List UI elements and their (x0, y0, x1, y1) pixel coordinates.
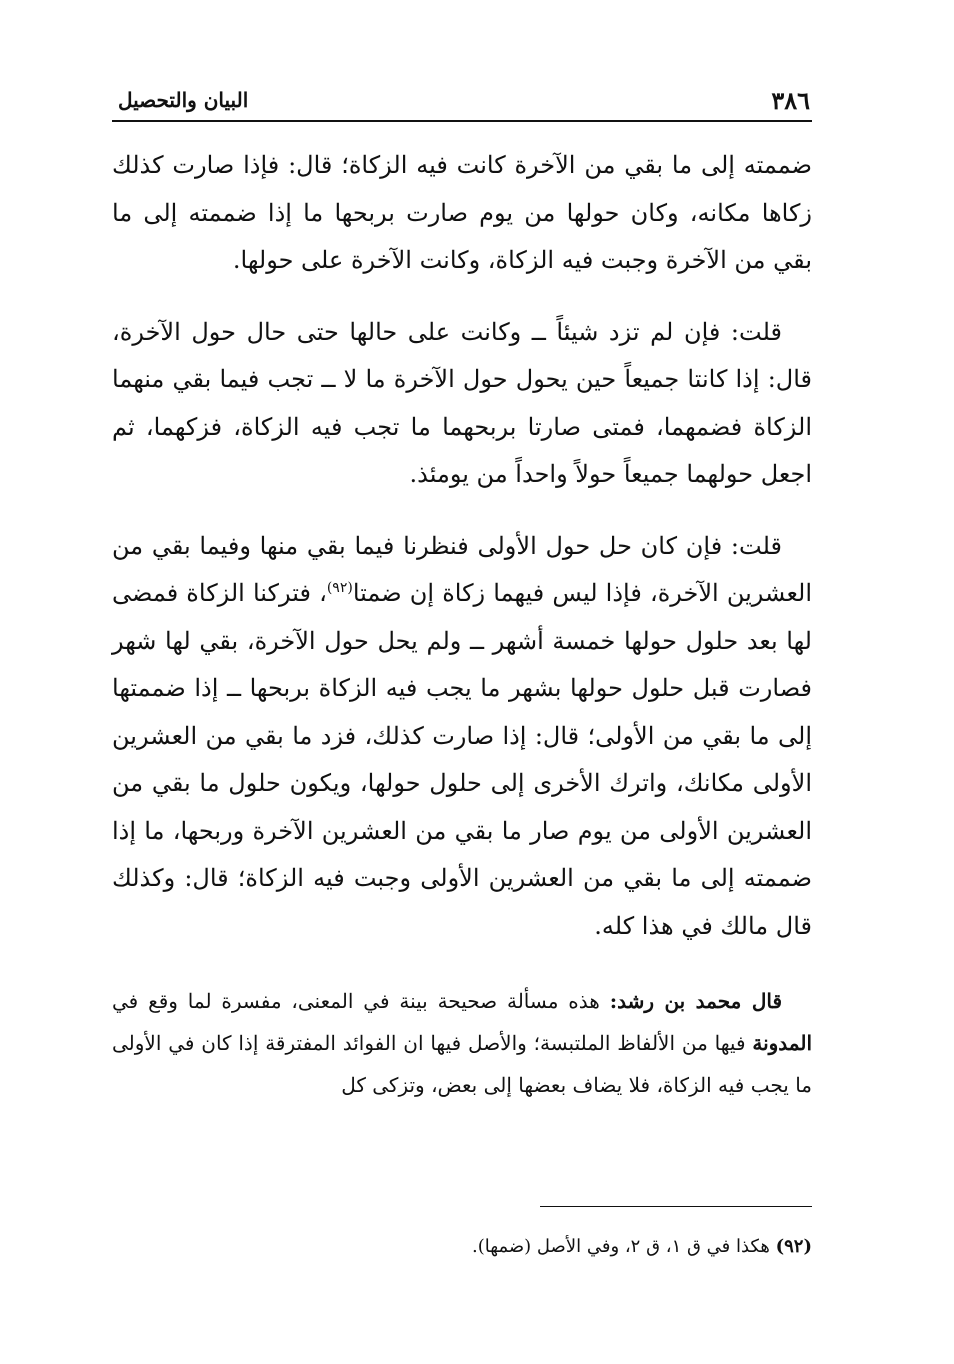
footnote-text: هكذا في ق ١، ق ٢، وفي الأصل (ضمها). (471, 1236, 770, 1257)
running-title: البيان والتحصيل (118, 88, 249, 112)
paragraph-1: ضممته إلى ما بقي من الآخرة كانت فيه الزكاة؛ قال: فإذا صارت كذلك زكاها مكانه، وكان حولها من يوم صارت بربحها ما إذا ضممته إلى ما بقي من الآخرة وجبت فيه الزكاة، وكانت الآخرة على حولها. (112, 151, 812, 274)
paragraph-2: قلت: فإن لم تزد شيئاً ــ وكانت على حالها حتى حال حول الآخرة، قال: إذا كانتا جميعاً حين يحول حول الآخرة ما لا ــ تجب فيما بقي منهما الزكاة فضمهما، فمتى صارتا بربحهما ما تجب فيه الزكاة، فزكهما، ثم اجعل حولهما جميعاً حولاً واحداً من يومئذ. (112, 317, 812, 488)
footnote (112, 1232, 812, 1262)
commentary-text-2: فيها من الألفاظ الملتبسة؛ والأصل فيها ان الفوائد المفترقة إذا كان في الأولى ما يجب فيه الزكاة، فلا يضاف بعضها إلى بعض، وتزكى كل (112, 1031, 812, 1097)
footnote-reference: (٩٢) (326, 580, 353, 596)
paragraph-3-part-2: ، فتركنا الزكاة فمضى لها بعد حلول حولها خمسة أشهر ــ ولم يحل حول الآخرة، بقي لها شهر فصارت قبل حلول حولها بشهر ما يجب فيه الزكاة بربحها ــ إذا ضممتها إلى ما بقي من الأولى؛ قال: إذا صارت كذلك، فزد ما بقي من العشرين الأولى مكانك، واترك الأخرى إلى حلول حولها، ويكون حلول ما بقي من العشرين الأولى من يوم صار ما بقي من العشرين الآخرة وربحها، ما إذا ضممته إلى ما بقي من العشرين الأولى وجبت فيه الزكاة؛ قال: وكذلك قال مالك في هذا كله. (112, 579, 812, 940)
commentary-speaker: قال محمد بن رشد: (609, 989, 783, 1013)
footnote-rule (540, 1206, 812, 1207)
paragraph-3-part-1: قلت: فإن كان حل حول الأولى فنظرنا فيما بقي منها وفيما بقي من العشرين الآخرة، فإذا ليس فيهما زكاة إن ضمتا (112, 531, 812, 607)
commentary-paragraph (112, 980, 812, 1106)
header-rule (112, 120, 812, 122)
page-number: ٣٨٦ (771, 86, 810, 115)
page-header (118, 86, 810, 122)
commentary-bold-word: المدونة (752, 1031, 813, 1055)
commentary-text-1: هذه مسألة صحيحة بينة في المعنى، مفسرة لما وقع في (112, 989, 600, 1013)
paragraph-3 (112, 523, 812, 951)
footnote-number: (٩٢) (775, 1236, 812, 1257)
main-text (112, 142, 812, 1106)
